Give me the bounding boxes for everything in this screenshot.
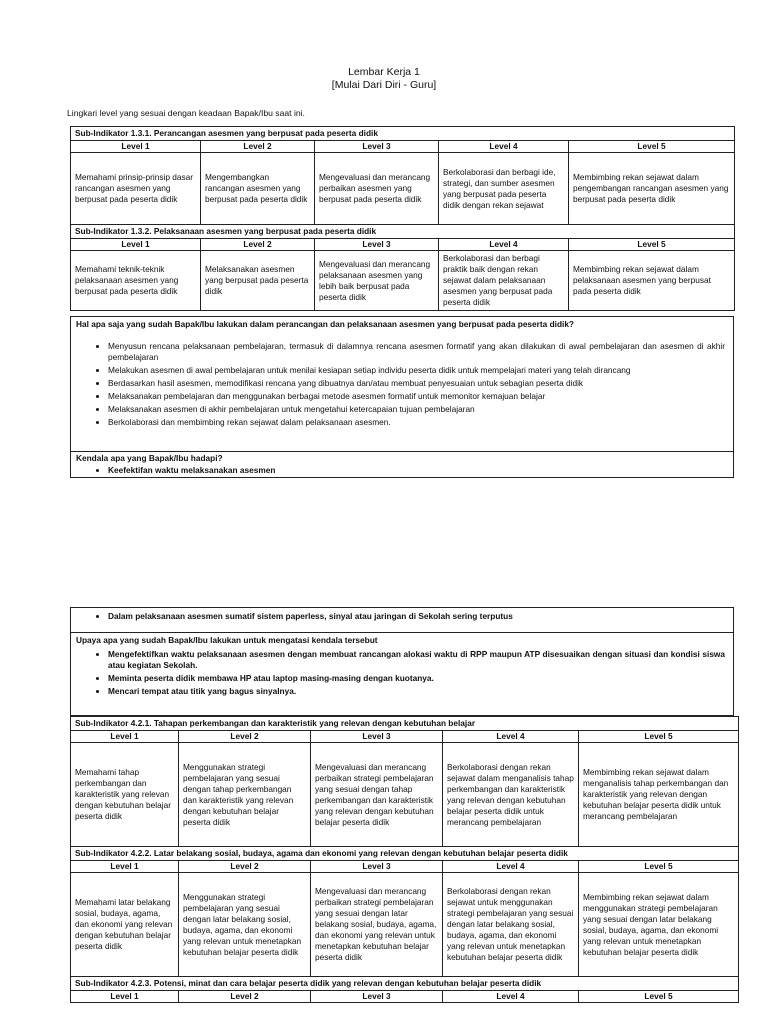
level-header: Level 5	[569, 239, 735, 251]
level-cell[interactable]: Berkolaborasi dengan rekan sejawat untuk menggunakan strategi pembelajaran yang sesuai dengan latar belakang sosial, budaya, agama, dan ekonomi yang relevan untuk menetapkan kebutuhan belajar peserta didik	[443, 873, 579, 977]
level-header: Level 1	[71, 239, 201, 251]
answer-item: • Keefektifan waktu melaksanakan asesmen	[108, 465, 733, 477]
level-header: Level 3	[311, 991, 443, 1003]
level-header: Level 4	[443, 861, 579, 873]
question-2-box	[70, 451, 734, 478]
question-1: Hal apa saja yang sudah Bapak/Ibu lakukan dalam perancangan dan pelaksanaan asesmen yang berpusat pada peserta didik?	[76, 319, 574, 329]
level-cell[interactable]: Memahami teknik-teknik pelaksanaan asesmen yang berpusat pada peserta didik	[71, 251, 201, 311]
answer-item: • Meminta peserta didik membawa HP atau laptop masing-masing dengan kuotanya.	[108, 673, 733, 685]
sub132-header: Sub-Indikator 1.3.2. Pelaksanaan asesmen yang berpusat pada peserta didik	[71, 225, 735, 239]
level-header: Level 1	[71, 991, 179, 1003]
level-header: Level 4	[443, 731, 579, 743]
level-header: Level 2	[201, 141, 315, 153]
answer-list-2	[71, 465, 733, 477]
answer-item: • Melaksanakan pembelajaran dan menggunakan berbagai metode asesmen formatif untuk memonitor kemajuan belajar	[108, 391, 733, 403]
level-cell[interactable]: Berkolaborasi dan berbagi ide, strategi, dan sumber asesmen yang berpusat pada peserta didik dengan rekan sejawat	[439, 153, 569, 225]
level-header: Level 2	[179, 731, 311, 743]
title-line-2: [Mulai Dari Diri - Guru]	[331, 79, 437, 91]
answer-list-1	[71, 341, 733, 429]
level-cell[interactable]: Berkolaborasi dengan rekan sejawat dalam menganalisis tahap perkembangan dan karakteristik yang relevan dengan kebutuhan belajar peserta didik untuk merancang pembelajaran	[443, 743, 579, 847]
level-cell[interactable]: Membimbing rekan sejawat dalam pengembangan rancangan asesmen yang berpusat pada peserta didik	[569, 153, 735, 225]
sub131-header: Sub-Indikator 1.3.1. Perancangan asesmen yang berpusat pada peserta didik	[71, 127, 735, 141]
sub422-header: Sub-Indikator 4.2.2. Latar belakang sosial, budaya, agama dan ekonomi yang relevan dengan kebutuhan belajar peserta didik	[71, 847, 739, 861]
level-header: Level 3	[311, 731, 443, 743]
answer-item: • Mengefektifkan waktu pelaksanaan asesmen dengan membuat rancangan alokasi waktu di RPP maupun ATP disesuaikan dengan situasi dan kondisi siswa atau kegiatan Sekolah.	[108, 649, 733, 672]
level-cell[interactable]: Membimbing rekan sejawat dalam menganalisis tahap perkembangan dan karakteristik yang relevan dengan kebutuhan belajar peserta didik untuk merancang pembelajaran	[579, 743, 739, 847]
answer-item: • Mencari tempat atau titik yang bagus sinyalnya.	[108, 686, 733, 698]
level-header: Level 5	[579, 731, 739, 743]
answer-list-2-cont	[71, 611, 733, 623]
level-header: Level 5	[579, 861, 739, 873]
level-cell[interactable]: Mengevaluasi dan merancang perbaikan asesmen yang berpusat pada peserta didik	[315, 153, 439, 225]
level-header: Level 4	[439, 141, 569, 153]
level-cell[interactable]: Melaksanakan asesmen yang berpusat pada peserta didik	[201, 251, 315, 311]
level-header: Level 1	[71, 731, 179, 743]
document-title	[0, 66, 768, 92]
level-header: Level 3	[315, 239, 439, 251]
level-cell[interactable]: Memahami tahap perkembangan dan karakteristik yang relevan dengan kebutuhan belajar peserta didik	[71, 743, 179, 847]
level-cell[interactable]: Mengevaluasi dan merancang perbaikan strategi pembelajaran yang sesuai dengan tahap perkembangan dan karakteristik yang relevan dengan kebutuhan belajar peserta didik	[311, 743, 443, 847]
answer-item: • Dalam pelaksanaan asesmen sumatif sistem paperless, sinyal atau jaringan di Sekolah sering terputus	[108, 611, 733, 623]
question-3-box	[70, 632, 734, 716]
level-cell[interactable]: Membimbing rekan sejawat dalam menggunakan strategi pembelajaran yang sesuai dengan latar belakang sosial, budaya, agama, dan ekonomi yang relevan untuk menetapkan kebutuhan belajar peserta didik	[579, 873, 739, 977]
question-2: Kendala apa yang Bapak/Ibu hadapi?	[76, 453, 223, 463]
level-header: Level 3	[311, 861, 443, 873]
question-2-continued-box	[70, 607, 734, 633]
level-header: Level 1	[71, 861, 179, 873]
level-cell[interactable]: Mengembangkan rancangan asesmen yang berpusat pada peserta didik	[201, 153, 315, 225]
answer-item: • Menyusun rencana pelaksanaan pembelajaran, termasuk di dalamnya rencana asesmen formatif yang akan dilakukan di awal pembelajaran dan asesmen di akhir pembelajaran	[108, 341, 733, 364]
level-header: Level 5	[579, 991, 739, 1003]
level-header: Level 2	[179, 861, 311, 873]
answer-item: • Melakukan asesmen di awal pembelajaran untuk menilai kesiapan setiap individu peserta didik untuk mempelajari materi yang telah dirancang	[108, 365, 733, 377]
sub421-header: Sub-Indikator 4.2.1. Tahapan perkembangan dan karakteristik yang relevan dengan kebutuhan belajar	[71, 717, 739, 731]
title-line-1: Lembar Kerja 1	[348, 66, 420, 78]
level-header: Level 2	[179, 991, 311, 1003]
level-header: Level 1	[71, 141, 201, 153]
level-header: Level 3	[315, 141, 439, 153]
level-header: Level 2	[201, 239, 315, 251]
answer-item: • Berdasarkan hasil asesmen, memodifikasi rencana yang dibuatnya dan/atau membuat penyesuaian untuk sebagian peserta didik	[108, 378, 733, 390]
level-header: Level 4	[443, 991, 579, 1003]
level-header: Level 5	[569, 141, 735, 153]
table-subindikator-1-3	[70, 126, 735, 311]
question-1-box	[70, 316, 734, 452]
level-cell[interactable]: Mengevaluasi dan merancang perbaikan strategi pembelajaran yang sesuai dengan latar belakang sosial, budaya, agama, dan ekonomi yang relevan untuk menetapkan kebutuhan belajar peserta didik	[311, 873, 443, 977]
level-cell[interactable]: Berkolaborasi dan berbagi praktik baik dengan rekan sejawat dalam pelaksanaan asesmen yang berpusat pada peserta didik	[439, 251, 569, 311]
question-3: Upaya apa yang sudah Bapak/Ibu lakukan untuk mengatasi kendala tersebut	[76, 635, 378, 645]
level-cell[interactable]: Mengevaluasi dan merancang pelaksanaan asesmen yang lebih baik berpusat pada peserta didik	[315, 251, 439, 311]
level-header: Level 4	[439, 239, 569, 251]
level-cell[interactable]: Menggunakan strategi pembelajaran yang sesuai dengan tahap perkembangan dan karakteristik yang relevan dengan kebutuhan belajar peserta didik	[179, 743, 311, 847]
answer-item: • Berkolaborasi dan membimbing rekan sejawat dalam pelaksanaan asesmen.	[108, 417, 733, 429]
level-cell[interactable]: Menggunakan strategi pembelajaran yang sesuai dengan latar belakang sosial, budaya, agama, dan ekonomi yang relevan untuk menetapkan kebutuhan belajar peserta didik	[179, 873, 311, 977]
intro-instruction: Lingkari level yang sesuai dengan keadaan Bapak/Ibu saat ini.	[67, 108, 305, 118]
answer-list-3	[71, 649, 733, 698]
level-cell[interactable]: Memahami latar belakang sosial, budaya, agama, dan ekonomi yang relevan dengan kebutuhan belajar peserta didik	[71, 873, 179, 977]
sub423-header: Sub-Indikator 4.2.3. Potensi, minat dan cara belajar peserta didik yang relevan dengan kebutuhan belajar peserta didik	[71, 977, 739, 991]
level-cell[interactable]: Membimbing rekan sejawat dalam pelaksanaan asesmen yang berpusat pada peserta didik	[569, 251, 735, 311]
table-subindikator-4-2	[70, 716, 739, 1003]
answer-item: • Melaksanakan asesmen di akhir pembelajaran untuk mengetahui ketercapaian tujuan pembelajaran	[108, 404, 733, 416]
level-cell[interactable]: Memahami prinsip-prinsip dasar rancangan asesmen yang berpusat pada peserta didik	[71, 153, 201, 225]
